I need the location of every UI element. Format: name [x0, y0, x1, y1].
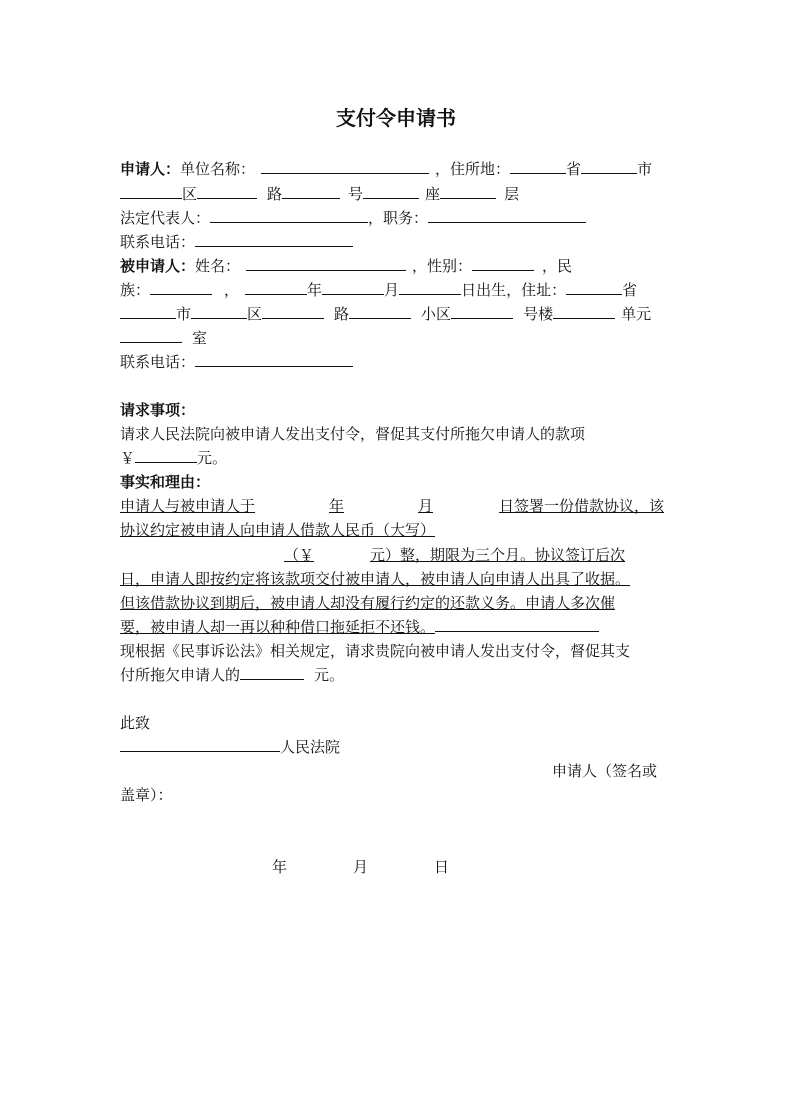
- birth-month-field[interactable]: [322, 280, 384, 295]
- respondent-road-label: 路: [334, 305, 350, 323]
- request-text: 请求人民法院向被申请人发出支付令，督促其支付所拖欠申请人的款项: [120, 425, 586, 443]
- unit-name-label: 单位名称：: [180, 160, 256, 178]
- applicant-floor-label: 层: [504, 185, 520, 203]
- applicant-phone-field[interactable]: [195, 232, 353, 247]
- respondent-phone-label: 联系电话：: [120, 353, 196, 371]
- unit-label: 单元: [621, 305, 652, 323]
- applicant-number-field[interactable]: [363, 184, 419, 199]
- birth-year-label: 年: [307, 281, 323, 299]
- applicant-city-field[interactable]: [581, 159, 637, 174]
- facts-line-1: [120, 496, 664, 516]
- applicant-district-field[interactable]: [120, 184, 182, 199]
- date-line: [272, 857, 449, 877]
- respondent-line-1: [120, 256, 572, 276]
- respondent-line-2: [120, 280, 637, 300]
- facts-year-label: 年: [329, 497, 345, 515]
- applicant-number-label: 号: [348, 185, 364, 203]
- applicant-building-label: 座: [425, 185, 441, 203]
- respondent-name-label: 姓名：: [195, 257, 241, 275]
- ethnicity-label-b: 族：: [120, 281, 151, 299]
- facts-line-6-blank[interactable]: [435, 617, 599, 632]
- facts-amount-words-blank[interactable]: [120, 545, 284, 565]
- applicant-province-label: 省: [566, 160, 582, 178]
- applicant-road-field[interactable]: [282, 184, 340, 199]
- date-month-label: 月: [353, 858, 369, 876]
- facts-line-6-text: 要，被申请人却一再以种种借口拖延拒不还钱。: [120, 618, 436, 636]
- facts-day-blank[interactable]: [433, 496, 499, 516]
- respondent-province-field[interactable]: [566, 280, 622, 295]
- respondent-city-label: 市: [176, 305, 192, 323]
- facts-line-5: 但该借款协议到期后，被申请人却没有履行约定的还款义务。申请人多次催: [120, 594, 616, 612]
- facts-heading: 事实和理由：: [120, 473, 211, 491]
- court-name-field[interactable]: [120, 737, 280, 752]
- room-label: 室: [192, 329, 208, 347]
- applicant-line-1: [120, 159, 652, 179]
- facts-line-6: [120, 617, 599, 637]
- applicant-city-label: 市: [637, 160, 653, 178]
- facts-year-blank[interactable]: [255, 496, 329, 516]
- birth-day-field[interactable]: [399, 280, 461, 295]
- respondent-district-field[interactable]: [191, 304, 247, 319]
- applicant-line-2: [120, 184, 519, 204]
- gender-label: ，性别：: [412, 257, 473, 275]
- respondent-phone-field[interactable]: [195, 352, 353, 367]
- respondent-province-label: 省: [622, 281, 638, 299]
- community-label: 小区: [421, 305, 452, 323]
- respondent-district-label: 区: [247, 305, 263, 323]
- ethnicity-comma: ，: [224, 281, 240, 299]
- ethnicity-field[interactable]: [150, 280, 212, 295]
- building-no-label: 号楼: [523, 305, 554, 323]
- facts-month-label: 月: [418, 497, 434, 515]
- facts-line-3: [120, 545, 625, 565]
- birth-year-field[interactable]: [245, 280, 307, 295]
- room-field[interactable]: [120, 328, 182, 343]
- request-yen-symbol: ￥: [120, 449, 136, 467]
- facts-yen-label: （￥: [284, 546, 315, 564]
- salutation: 此致: [120, 714, 151, 732]
- facts-line-1-a: 申请人与被申请人于: [120, 497, 256, 515]
- respondent-district-extra-field[interactable]: [262, 304, 324, 319]
- applicant-line-3: [120, 208, 586, 228]
- gender-field[interactable]: [472, 256, 534, 271]
- respondent-line-5: [120, 352, 353, 372]
- signature-label-a: 申请人（签名或: [552, 762, 658, 780]
- applicant-district-extra-field[interactable]: [197, 184, 257, 199]
- signature-label-b: 盖章）：: [120, 786, 173, 804]
- applicant-district-label: 区: [182, 185, 198, 203]
- community-field[interactable]: [451, 304, 513, 319]
- building-no-field[interactable]: [553, 304, 615, 319]
- residence-label: ，住所地：: [435, 160, 511, 178]
- request-amount-line: [120, 448, 227, 468]
- facts-line-1-b: 日签署一份借款协议，该: [499, 497, 665, 515]
- document-title: 支付令申请书: [336, 106, 456, 130]
- facts-line-7: 现根据《民事诉讼法》相关规定，请求贵院向被申请人发出支付令，督促其支: [120, 642, 631, 660]
- facts-line-2: 协议约定被申请人向申请人借款人民币（大写）: [120, 521, 436, 539]
- facts-line-8-a: 付所拖欠申请人的: [120, 666, 241, 684]
- request-amount-field[interactable]: [135, 448, 197, 463]
- facts-line-4: 日，申请人即按约定将该款项交付被申请人，被申请人向申请人出具了收据。: [120, 570, 631, 588]
- applicant-road-label: 路: [267, 185, 283, 203]
- ethnicity-label-a: ，民: [542, 257, 573, 275]
- request-yuan-label: 元。: [197, 449, 228, 467]
- respondent-line-3: [120, 304, 651, 324]
- position-label: ，职务：: [368, 209, 429, 227]
- born-label: 日出生，住址：: [461, 281, 567, 299]
- applicant-phone-label: 联系电话：: [120, 233, 196, 251]
- request-heading: 请求事项：: [120, 401, 196, 419]
- facts-line-8-b: 元。: [314, 666, 345, 684]
- applicant-heading: 申请人：: [120, 160, 181, 178]
- respondent-line-4: [120, 328, 207, 348]
- facts-total-field[interactable]: [240, 665, 304, 680]
- date-day-label: 日: [434, 858, 450, 876]
- legal-rep-field[interactable]: [210, 208, 368, 223]
- facts-line-8: [120, 665, 344, 685]
- applicant-line-4: [120, 232, 353, 252]
- respondent-heading: 被申请人：: [120, 257, 196, 275]
- court-line: [120, 737, 340, 757]
- facts-amount-blank[interactable]: [314, 545, 370, 565]
- court-label: 人民法院: [280, 738, 341, 756]
- respondent-city-field[interactable]: [120, 304, 176, 319]
- birth-month-label: 月: [384, 281, 400, 299]
- facts-month-blank[interactable]: [344, 496, 418, 516]
- facts-line-3-b: 元）整，期限为三个月。协议签订后次: [370, 546, 626, 564]
- respondent-road-field[interactable]: [349, 304, 411, 319]
- unit-name-field[interactable]: [261, 159, 429, 174]
- respondent-name-field[interactable]: [246, 256, 406, 271]
- legal-rep-label: 法定代表人：: [120, 209, 211, 227]
- position-field[interactable]: [428, 208, 586, 223]
- applicant-building-field[interactable]: [440, 184, 496, 199]
- applicant-province-field[interactable]: [510, 159, 566, 174]
- date-year-label: 年: [272, 858, 288, 876]
